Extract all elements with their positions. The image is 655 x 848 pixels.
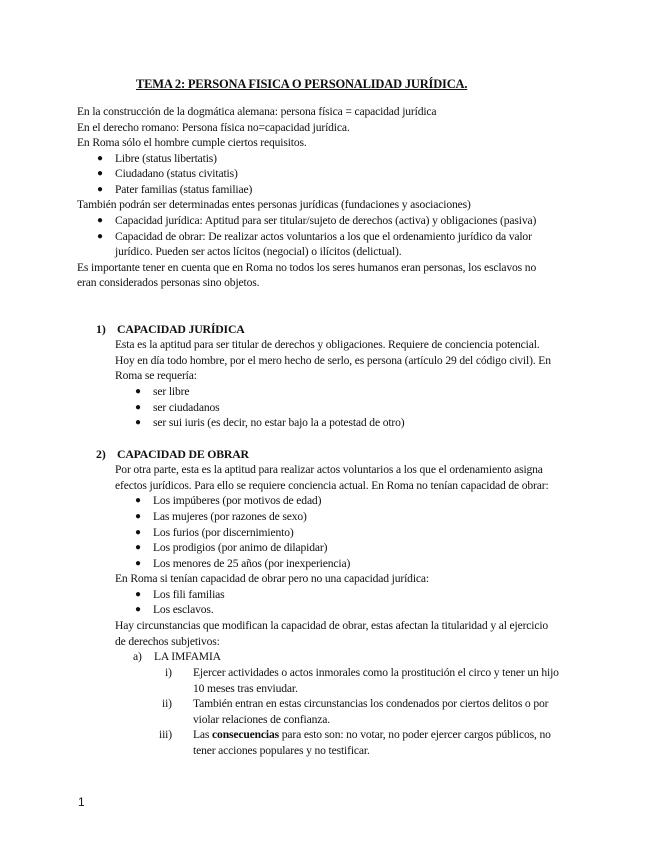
bullet-icon: ● — [97, 215, 104, 226]
circunstancias-text: Hay circunstancias que modifican la capacidad de obrar, estas afectan la titularidad y al ejercicio — [115, 619, 549, 632]
requisito-item: Ciudadano (status civitatis) — [115, 167, 238, 180]
consecuencias-bold: consecuencias — [212, 728, 280, 741]
bullet-icon: ● — [97, 231, 104, 242]
bullet-icon: ● — [97, 168, 104, 179]
sub-a-title: LA IMFAMIA — [154, 650, 221, 663]
section-2-bullet: Los menores de 25 años (por inexperiencia) — [153, 557, 351, 570]
bullet-icon: ● — [135, 386, 142, 397]
bullet-icon: ● — [135, 402, 142, 413]
bullet-icon: ● — [97, 153, 104, 164]
importante-line-1: Es importante tener en cuenta que en Roma no todos los seres humanos eran personas, los esclavos no — [77, 261, 537, 274]
section-1-number: 1) — [96, 322, 106, 336]
section-1-heading: CAPACIDAD JURÍDICA — [117, 322, 245, 336]
bullet-icon: ● — [135, 589, 142, 600]
roman-item-text: 10 meses tras enviudar. — [193, 682, 298, 695]
section-2-heading: CAPACIDAD DE OBRAR — [117, 447, 249, 461]
section-2-bullet2: Los fili familias — [153, 588, 225, 601]
roman-label: iii) — [159, 728, 172, 741]
section-2-bullet: Los impúberes (por motivos de edad) — [153, 494, 322, 507]
importante-line-2: eran considerados personas sino objetos. — [77, 276, 260, 289]
section-2-bullet: Los furios (por discernimiento) — [153, 526, 294, 539]
bullet-icon: ● — [135, 511, 142, 522]
intro-line-3: En Roma sólo el hombre cumple ciertos requisitos. — [77, 136, 307, 149]
page-number: 1 — [78, 795, 85, 809]
roman-item-text: violar relaciones de confianza. — [193, 713, 330, 726]
sub-a-label: a) — [133, 650, 142, 663]
section-2-bullet: Las mujeres (por razones de sexo) — [153, 510, 307, 523]
bullet-icon: ● — [97, 184, 104, 195]
requisito-item: Libre (status libertatis) — [115, 152, 217, 165]
intro-line-1: En la construcción de la dogmática alemana: persona física = capacidad jurídica — [77, 105, 437, 118]
capacidad-item: Capacidad jurídica: Aptitud para ser titular/sujeto de derechos (activa) y obligaciones (pasiva) — [115, 214, 537, 227]
roman-item-text — [193, 727, 551, 743]
roman-label: i) — [165, 666, 172, 679]
capacidad-item: Capacidad de obrar: De realizar actos voluntarios a los que el ordenamiento jurídico da valor — [115, 230, 532, 243]
requisito-item: Pater familias (status familiae) — [115, 183, 253, 196]
roman-item-text: También entran en estas circunstancias los condenados por ciertos delitos o por — [193, 697, 549, 710]
capacidad-item-cont: jurídico. Pueden ser actos lícitos (negocial) o ilícitos (delictual). — [115, 245, 402, 258]
roman-item-pre: Las — [193, 728, 213, 741]
roman-item-text: tener acciones populares y no testificar. — [193, 744, 370, 757]
section-1-text: Hoy en día todo hombre, por el mero hecho de serlo, es persona (artículo 29 del código civil). En — [115, 354, 551, 367]
entes-line: También podrán ser determinadas entes personas jurídicas (fundaciones y asociaciones) — [77, 198, 471, 211]
section-1-bullet: ser ciudadanos — [153, 401, 220, 414]
bullet-icon: ● — [135, 495, 142, 506]
section-2-text: efectos jurídicos. Para ello se requiere conciencia actual. En Roma no tenían capacidad de obrar: — [115, 479, 549, 492]
intro-line-2: En el derecho romano: Persona física no=capacidad jurídica. — [77, 121, 350, 134]
section-2-number: 2) — [96, 447, 106, 461]
section-1-text: Roma se requería: — [115, 369, 197, 382]
circunstancias-text: de derechos subjetivos: — [115, 635, 220, 648]
page-title: TEMA 2: PERSONA FISICA O PERSONALIDAD JURÍDICA. — [136, 77, 468, 91]
bullet-icon: ● — [135, 542, 142, 553]
section-1-text: Esta es la aptitud para ser titular de derechos y obligaciones. Requiere de conciencia potencial. — [115, 338, 540, 351]
bullet-icon: ● — [135, 604, 142, 615]
roman-label: ii) — [162, 697, 172, 710]
bullet-icon: ● — [135, 417, 142, 428]
roman-item-text: Ejercer actividades o actos inmorales como la prostitución el circo y tener un hijo — [193, 666, 559, 679]
roma-line: En Roma si tenían capacidad de obrar pero no una capacidad jurídica: — [115, 572, 429, 585]
section-1-bullet: ser libre — [153, 385, 190, 398]
section-1-bullet: ser sui iuris (es decir, no estar bajo la a potestad de otro) — [153, 416, 405, 429]
bullet-icon: ● — [135, 527, 142, 538]
section-2-text: Por otra parte, esta es la aptitud para realizar actos voluntarios a los que el ordenamiento asigna — [115, 463, 543, 476]
bullet-icon: ● — [135, 558, 142, 569]
section-2-bullet: Los prodigios (por animo de dilapidar) — [153, 541, 328, 554]
roman-item-post: para esto son: no votar, no poder ejercer cargos públicos, no — [279, 728, 551, 741]
section-2-bullet2: Los esclavos. — [153, 603, 214, 616]
